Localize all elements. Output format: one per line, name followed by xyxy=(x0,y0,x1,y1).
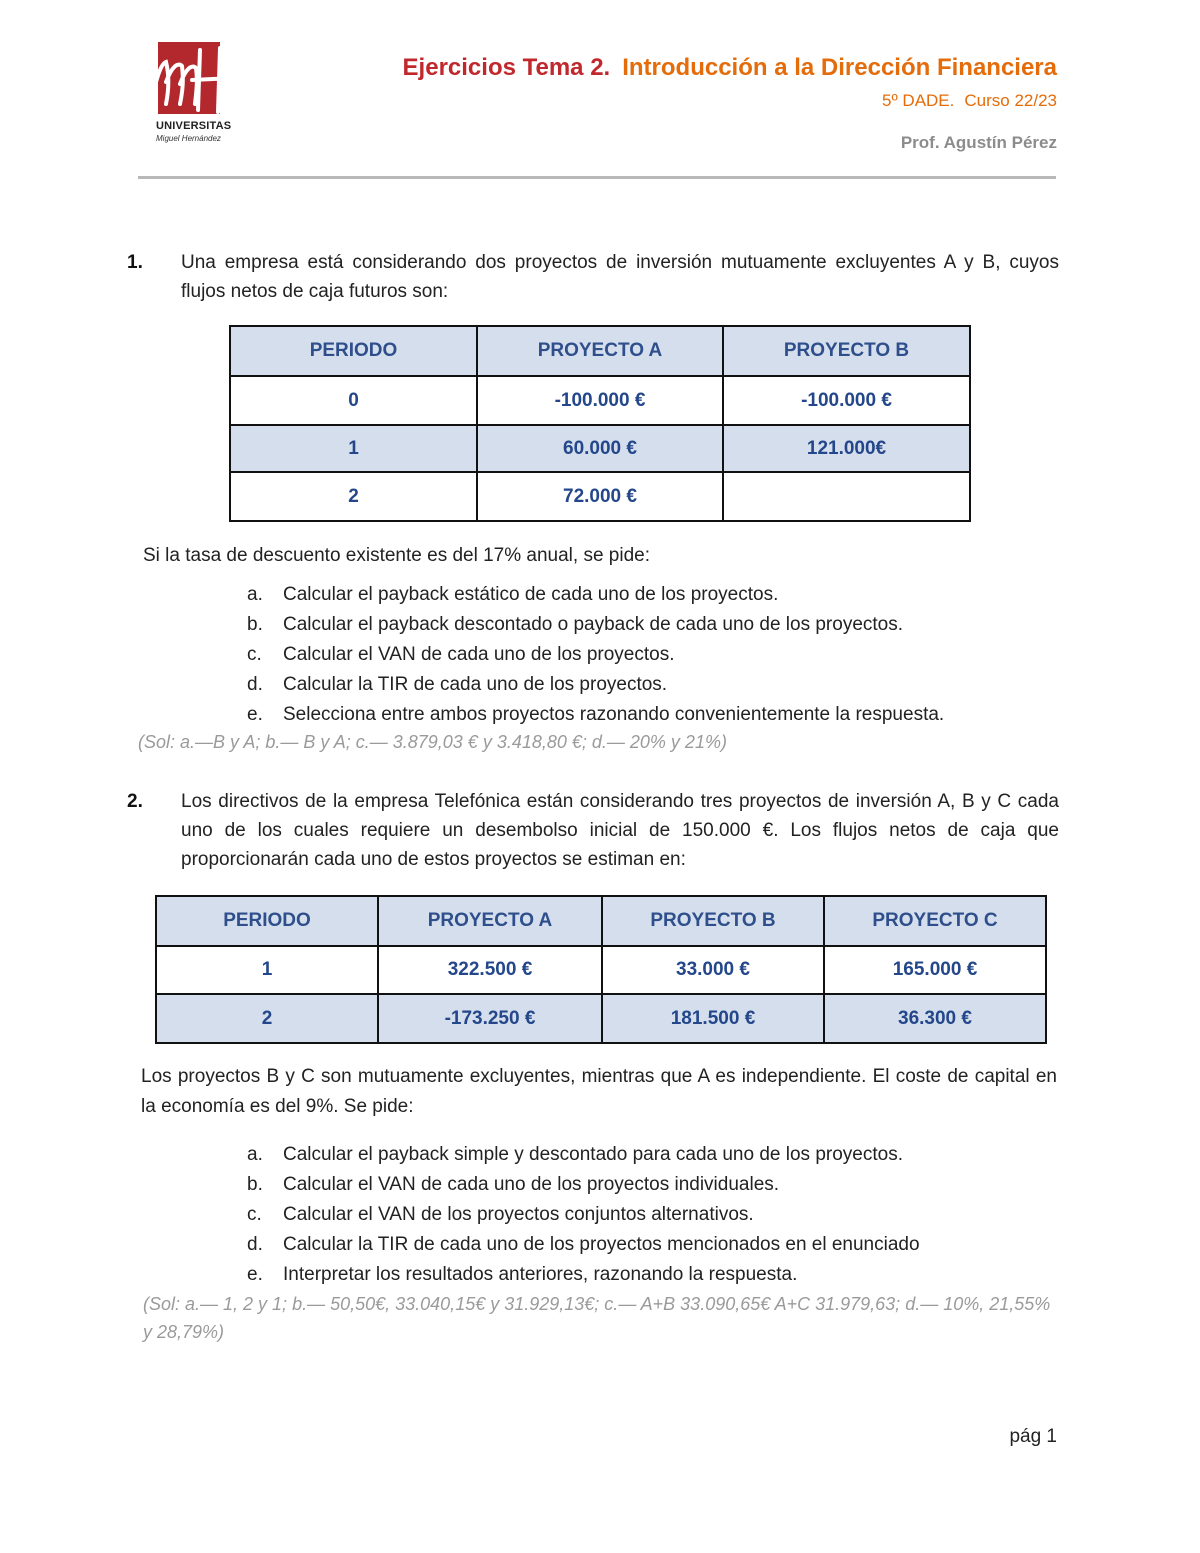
header-year: Curso 22/23 xyxy=(964,91,1057,110)
list-item-letter: e. xyxy=(247,704,263,725)
table-row xyxy=(156,994,1046,1043)
header-degree: 5º DADE. xyxy=(882,91,955,110)
logo-subtitle: Miguel Hernández xyxy=(156,134,221,143)
table-cell: 0 xyxy=(230,376,477,425)
table-header-cell: PROYECTO B xyxy=(723,326,970,376)
header-title-part1: Ejercicios Tema 2. xyxy=(402,54,611,81)
q2-number: 2. xyxy=(127,791,143,812)
table-row xyxy=(156,946,1046,994)
logo-mark-icon xyxy=(148,42,238,122)
list-item-letter: c. xyxy=(247,644,262,665)
q1-solution: (Sol: a.—B y A; b.— B y A; c.— 3.879,03 € y 3.418,80 €; d.— 20% y 21%) xyxy=(138,732,727,752)
table-cell: 2 xyxy=(230,472,477,521)
table-header-cell: PROYECTO B xyxy=(602,896,824,946)
table-cell: -173.250 € xyxy=(378,994,602,1043)
table-row xyxy=(230,472,970,521)
header-divider xyxy=(138,176,1056,179)
list-item xyxy=(247,610,1057,640)
q1-number: 1. xyxy=(127,252,143,273)
table-header-cell: PROYECTO A xyxy=(378,896,602,946)
table-cell: -100.000 € xyxy=(477,376,723,425)
table-cell: 121.000€ xyxy=(723,425,970,472)
table-header-cell: PERIODO xyxy=(156,896,378,946)
table-cell: 2 xyxy=(156,994,378,1043)
header-title-part2: Introducción a la Dirección Financiera xyxy=(622,54,1057,81)
list-item-letter: c. xyxy=(247,1204,262,1225)
table-cell: 72.000 € xyxy=(477,472,723,521)
table-cell: 322.500 € xyxy=(378,946,602,994)
table-cell: 36.300 € xyxy=(824,994,1046,1043)
q1-cashflow-table xyxy=(229,325,971,522)
list-item-text: Calcular el VAN de cada uno de los proyectos. xyxy=(283,644,675,665)
table-cell: 1 xyxy=(156,946,378,994)
q2-task-list xyxy=(247,1140,1057,1290)
table-row xyxy=(230,425,970,472)
table-header-cell: PROYECTO A xyxy=(477,326,723,376)
q2-intro: Los proyectos B y C son mutuamente excluyentes, mientras que A es independiente. El coste de capital en la economía es del 9%. Se pide: xyxy=(141,1066,1057,1117)
table-cell: 1 xyxy=(230,425,477,472)
q2-statement: Los directivos de la empresa Telefónica están considerando tres proyectos de inversión A, B y C cada uno de los cuales requiere un desembolso inicial de 150.000 €. Los flujos netos de caja que proporcionarán cada uno de estos proyectos se estiman en: xyxy=(181,791,1059,870)
q1-statement: Una empresa está considerando dos proyectos de inversión mutuamente excluyentes A y B, cuyos flujos netos de caja futuros son: xyxy=(181,252,1059,302)
list-item-letter: e. xyxy=(247,1264,263,1285)
list-item-letter: b. xyxy=(247,1174,263,1195)
list-item xyxy=(247,700,1057,730)
list-item-text: Calcular el VAN de los proyectos conjuntos alternativos. xyxy=(283,1204,754,1225)
list-item-letter: d. xyxy=(247,674,263,695)
list-item-text: Calcular el payback descontado o payback de cada uno de los proyectos. xyxy=(283,614,904,635)
table-header-cell: PROYECTO C xyxy=(824,896,1046,946)
q1-intro: Si la tasa de descuento existente es del 17% anual, se pide: xyxy=(143,545,651,566)
list-item-text: Interpretar los resultados anteriores, razonando la respuesta. xyxy=(283,1264,798,1285)
list-item-text: Calcular la TIR de cada uno de los proyectos. xyxy=(283,674,668,695)
logo-university-label: UNIVERSITAS xyxy=(156,120,232,132)
table-header-cell: PERIODO xyxy=(230,326,477,376)
list-item-letter: a. xyxy=(247,584,263,605)
table-cell: -100.000 € xyxy=(723,376,970,425)
list-item-text: Calcular el payback simple y descontado para cada uno de los proyectos. xyxy=(283,1144,903,1165)
list-item xyxy=(247,640,1057,670)
list-item-letter: a. xyxy=(247,1144,263,1165)
header-title xyxy=(403,54,1057,82)
q2-solution: (Sol: a.— 1, 2 y 1; b.— 50,50€, 33.040,15€ y 31.929,13€; c.— A+B 33.090,65€ A+C 31.979,63; d.— 10%, 21,55% y 28,79%) xyxy=(143,1294,1051,1342)
list-item xyxy=(247,1230,1057,1260)
list-item xyxy=(247,580,1057,610)
list-item xyxy=(247,1170,1057,1200)
list-item xyxy=(247,1200,1057,1230)
list-item xyxy=(247,1260,1057,1290)
page-number: pág 1 xyxy=(1009,1426,1057,1447)
list-item-text: Calcular el payback estático de cada uno de los proyectos. xyxy=(283,584,779,605)
table-cell xyxy=(723,472,970,521)
table-row xyxy=(230,376,970,425)
q1-task-list xyxy=(247,580,1057,730)
list-item xyxy=(247,1140,1057,1170)
table-cell: 33.000 € xyxy=(602,946,824,994)
header-professor: Prof. Agustín Pérez xyxy=(900,133,1057,152)
table-cell: 181.500 € xyxy=(602,994,824,1043)
list-item xyxy=(247,670,1057,700)
table-header-row xyxy=(230,326,970,376)
university-logo xyxy=(148,42,238,152)
table-cell: 165.000 € xyxy=(824,946,1046,994)
list-item-text: Selecciona entre ambos proyectos razonando convenientemente la respuesta. xyxy=(283,704,945,725)
list-item-text: Calcular el VAN de cada uno de los proyectos individuales. xyxy=(283,1174,780,1195)
table-header-row xyxy=(156,896,1046,946)
table-cell: 60.000 € xyxy=(477,425,723,472)
list-item-text: Calcular la TIR de cada uno de los proyectos mencionados en el enunciado xyxy=(283,1234,920,1255)
q2-cashflow-table xyxy=(155,895,1047,1044)
list-item-letter: b. xyxy=(247,614,263,635)
header-course xyxy=(882,91,1057,111)
list-item-letter: d. xyxy=(247,1234,263,1255)
